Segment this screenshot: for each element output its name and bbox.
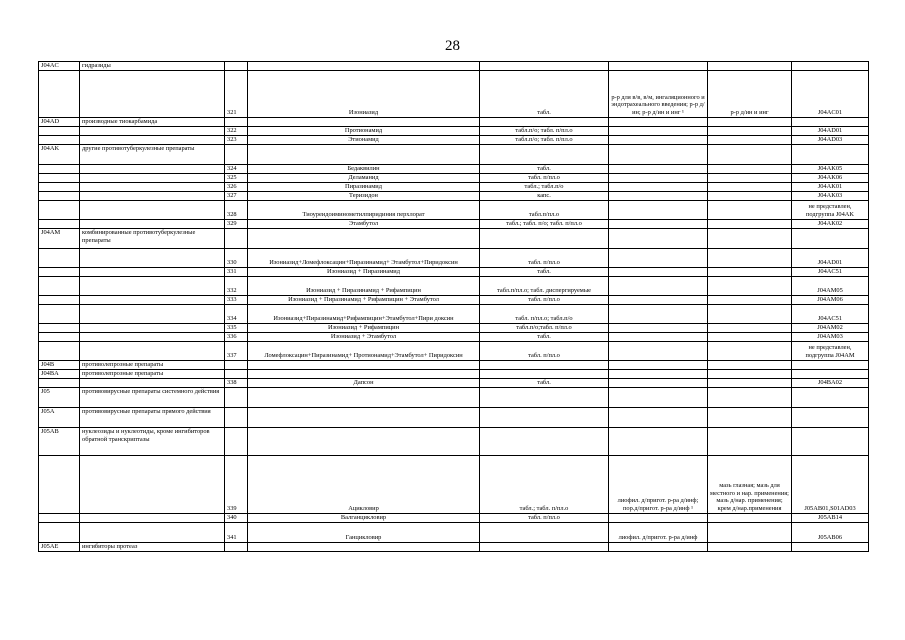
cell-atc bbox=[792, 543, 869, 552]
cell-atc bbox=[792, 370, 869, 379]
cell-code bbox=[39, 183, 80, 192]
cell-code: J05 bbox=[39, 388, 80, 408]
cell-code: J04AC bbox=[39, 62, 80, 71]
drug-row bbox=[39, 174, 869, 183]
cell-form: табл.п/о; табл. п/пл.о bbox=[480, 136, 609, 145]
cell-extra2 bbox=[708, 305, 792, 324]
cell-num: 329 bbox=[225, 220, 248, 229]
cell-extra bbox=[609, 379, 708, 388]
drug-row bbox=[39, 136, 869, 145]
cell-group bbox=[80, 305, 225, 324]
cell-num: 328 bbox=[225, 201, 248, 220]
cell-num: 340 bbox=[225, 514, 248, 523]
cell-extra bbox=[609, 408, 708, 428]
drug-row bbox=[39, 268, 869, 277]
cell-extra bbox=[609, 192, 708, 201]
drug-row bbox=[39, 523, 869, 543]
cell-atc bbox=[792, 145, 869, 165]
cell-extra: р-р для в/в, в/м, ингаляционного и эндотрахеального введения; р-р д/ин; р-р д/ин и инг ¹ bbox=[609, 71, 708, 118]
group-row bbox=[39, 118, 869, 127]
cell-code bbox=[39, 514, 80, 523]
cell-atc bbox=[792, 408, 869, 428]
cell-group bbox=[80, 136, 225, 145]
cell-atc: J05AB14 bbox=[792, 514, 869, 523]
cell-form bbox=[480, 361, 609, 370]
cell-atc: J04AM03 bbox=[792, 333, 869, 342]
cell-form: табл. п/пл.о bbox=[480, 342, 609, 361]
cell-group bbox=[80, 249, 225, 268]
cell-form bbox=[480, 229, 609, 249]
cell-code bbox=[39, 165, 80, 174]
cell-atc bbox=[792, 361, 869, 370]
cell-code bbox=[39, 342, 80, 361]
cell-num: 321 bbox=[225, 71, 248, 118]
cell-code bbox=[39, 174, 80, 183]
cell-name: Изониазид + Этамбутол bbox=[248, 333, 480, 342]
cell-extra: лиофил. д/пригот. р-ра д/инф bbox=[609, 523, 708, 543]
cell-code bbox=[39, 456, 80, 514]
cell-extra: лиофил. д/пригот. р-ра д/инф; пор.д/пригот. р-ра д/инф ¹ bbox=[609, 456, 708, 514]
cell-num bbox=[225, 428, 248, 456]
cell-num: 325 bbox=[225, 174, 248, 183]
cell-name bbox=[248, 361, 480, 370]
cell-extra2 bbox=[708, 183, 792, 192]
cell-extra bbox=[609, 277, 708, 296]
drug-row bbox=[39, 277, 869, 296]
drug-row bbox=[39, 183, 869, 192]
cell-form: табл. bbox=[480, 268, 609, 277]
cell-atc bbox=[792, 118, 869, 127]
cell-num bbox=[225, 361, 248, 370]
cell-form bbox=[480, 523, 609, 543]
cell-extra2 bbox=[708, 370, 792, 379]
cell-code: J05AB bbox=[39, 428, 80, 456]
cell-extra bbox=[609, 62, 708, 71]
cell-extra bbox=[609, 514, 708, 523]
cell-name bbox=[248, 118, 480, 127]
cell-extra2 bbox=[708, 118, 792, 127]
cell-atc bbox=[792, 62, 869, 71]
group-row bbox=[39, 428, 869, 456]
cell-extra2: мазь глазная; мазь для местного и нар. применения; мазь д/нар. применения; крем д/нар.применения bbox=[708, 456, 792, 514]
cell-atc: J04AK05 bbox=[792, 165, 869, 174]
cell-code: J04AK bbox=[39, 145, 80, 165]
group-row bbox=[39, 543, 869, 552]
cell-code: J04B bbox=[39, 361, 80, 370]
page-number: 28 bbox=[445, 38, 460, 54]
cell-num: 327 bbox=[225, 192, 248, 201]
drug-row bbox=[39, 165, 869, 174]
cell-group: противовирусные препараты системного действия bbox=[80, 388, 225, 408]
cell-extra2 bbox=[708, 514, 792, 523]
group-row bbox=[39, 361, 869, 370]
cell-form bbox=[480, 370, 609, 379]
cell-extra2 bbox=[708, 543, 792, 552]
cell-num: 331 bbox=[225, 268, 248, 277]
cell-group: производные тиокарбамида bbox=[80, 118, 225, 127]
cell-extra bbox=[609, 118, 708, 127]
cell-name: Изониазид+Пиразинамид+Рифампицин+Этамбутол+Пири доксин bbox=[248, 305, 480, 324]
group-row bbox=[39, 370, 869, 379]
cell-atc: J04AM05 bbox=[792, 277, 869, 296]
cell-extra bbox=[609, 296, 708, 305]
cell-num bbox=[225, 229, 248, 249]
cell-extra bbox=[609, 370, 708, 379]
cell-num: 326 bbox=[225, 183, 248, 192]
cell-extra2 bbox=[708, 174, 792, 183]
cell-extra bbox=[609, 174, 708, 183]
cell-code bbox=[39, 71, 80, 118]
cell-num: 324 bbox=[225, 165, 248, 174]
cell-name: Пиразинамид bbox=[248, 183, 480, 192]
cell-atc: J04AC51 bbox=[792, 268, 869, 277]
cell-group bbox=[80, 456, 225, 514]
cell-name bbox=[248, 543, 480, 552]
drug-row bbox=[39, 342, 869, 361]
cell-num: 339 bbox=[225, 456, 248, 514]
cell-form: табл.п/о;табл. п/пл.о bbox=[480, 324, 609, 333]
cell-name bbox=[248, 62, 480, 71]
cell-code: J04AD bbox=[39, 118, 80, 127]
cell-extra bbox=[609, 333, 708, 342]
cell-extra2 bbox=[708, 220, 792, 229]
cell-num bbox=[225, 118, 248, 127]
cell-extra bbox=[609, 361, 708, 370]
cell-form: табл. bbox=[480, 71, 609, 118]
cell-group bbox=[80, 514, 225, 523]
cell-atc: J04AD03 bbox=[792, 136, 869, 145]
cell-extra bbox=[609, 201, 708, 220]
cell-group bbox=[80, 324, 225, 333]
cell-name: Деламанид bbox=[248, 174, 480, 183]
cell-form: табл.п/пл.о bbox=[480, 201, 609, 220]
cell-extra2: р-р д/ин и инг bbox=[708, 71, 792, 118]
cell-num: 323 bbox=[225, 136, 248, 145]
cell-extra2 bbox=[708, 388, 792, 408]
group-row bbox=[39, 408, 869, 428]
cell-num bbox=[225, 370, 248, 379]
cell-extra2 bbox=[708, 145, 792, 165]
cell-extra bbox=[609, 543, 708, 552]
cell-group bbox=[80, 268, 225, 277]
cell-code bbox=[39, 523, 80, 543]
cell-group: комбинированные противотуберкулезные препараты bbox=[80, 229, 225, 249]
cell-group bbox=[80, 183, 225, 192]
cell-group bbox=[80, 220, 225, 229]
cell-name bbox=[248, 145, 480, 165]
cell-name bbox=[248, 428, 480, 456]
cell-num: 334 bbox=[225, 305, 248, 324]
cell-name bbox=[248, 229, 480, 249]
cell-name bbox=[248, 408, 480, 428]
cell-group bbox=[80, 165, 225, 174]
cell-form: табл.; табл. п/пл.о bbox=[480, 456, 609, 514]
cell-num bbox=[225, 388, 248, 408]
cell-atc: J04AC01 bbox=[792, 71, 869, 118]
cell-num: 335 bbox=[225, 324, 248, 333]
cell-extra bbox=[609, 249, 708, 268]
cell-name: Бедаквилин bbox=[248, 165, 480, 174]
drug-row bbox=[39, 379, 869, 388]
cell-form: табл. п/пл.о bbox=[480, 296, 609, 305]
cell-num: 337 bbox=[225, 342, 248, 361]
drug-row bbox=[39, 305, 869, 324]
cell-code bbox=[39, 220, 80, 229]
cell-code bbox=[39, 192, 80, 201]
cell-extra2 bbox=[708, 428, 792, 456]
cell-group: нуклеозиды и нуклеотиды, кроме ингибиторов обратной транскриптазы bbox=[80, 428, 225, 456]
cell-name: Ацикловир bbox=[248, 456, 480, 514]
cell-extra2 bbox=[708, 277, 792, 296]
cell-group bbox=[80, 192, 225, 201]
cell-num: 338 bbox=[225, 379, 248, 388]
cell-group bbox=[80, 174, 225, 183]
cell-form bbox=[480, 62, 609, 71]
cell-atc bbox=[792, 388, 869, 408]
cell-extra bbox=[609, 428, 708, 456]
cell-atc: J04AK06 bbox=[792, 174, 869, 183]
cell-group: противовирусные препараты прямого действия bbox=[80, 408, 225, 428]
cell-extra2 bbox=[708, 229, 792, 249]
cell-code: J05A bbox=[39, 408, 80, 428]
cell-code bbox=[39, 305, 80, 324]
cell-group bbox=[80, 127, 225, 136]
cell-num bbox=[225, 408, 248, 428]
cell-form: табл. bbox=[480, 333, 609, 342]
group-row bbox=[39, 229, 869, 249]
cell-extra2 bbox=[708, 408, 792, 428]
cell-extra2 bbox=[708, 333, 792, 342]
cell-num: 330 bbox=[225, 249, 248, 268]
cell-extra bbox=[609, 388, 708, 408]
cell-atc: J04AC51 bbox=[792, 305, 869, 324]
cell-extra2 bbox=[708, 136, 792, 145]
drug-row bbox=[39, 514, 869, 523]
drug-row bbox=[39, 192, 869, 201]
cell-name: Протионамид bbox=[248, 127, 480, 136]
cell-extra2 bbox=[708, 523, 792, 543]
cell-name: Ганцикловир bbox=[248, 523, 480, 543]
cell-num bbox=[225, 543, 248, 552]
cell-form: табл. bbox=[480, 379, 609, 388]
cell-name: Изониазид + Рифампицин bbox=[248, 324, 480, 333]
cell-form: табл.п/о; табл. п/пл.о bbox=[480, 127, 609, 136]
cell-group bbox=[80, 379, 225, 388]
cell-extra bbox=[609, 127, 708, 136]
cell-atc: J05AB01,S01AD03 bbox=[792, 456, 869, 514]
cell-num: 341 bbox=[225, 523, 248, 543]
cell-extra2 bbox=[708, 62, 792, 71]
cell-atc: J04AK02 bbox=[792, 220, 869, 229]
cell-extra2 bbox=[708, 165, 792, 174]
cell-form: табл.; табл.п/о bbox=[480, 183, 609, 192]
cell-group bbox=[80, 277, 225, 296]
cell-extra bbox=[609, 305, 708, 324]
cell-group: ингибиторы протеаз bbox=[80, 543, 225, 552]
cell-group bbox=[80, 71, 225, 118]
cell-num bbox=[225, 62, 248, 71]
cell-name: Этионамид bbox=[248, 136, 480, 145]
cell-num: 332 bbox=[225, 277, 248, 296]
drug-row bbox=[39, 333, 869, 342]
cell-extra2 bbox=[708, 268, 792, 277]
cell-name: Тиоуреидоиминометилпиридиния перхлорат bbox=[248, 201, 480, 220]
cell-atc: J04AK03 bbox=[792, 192, 869, 201]
drug-row bbox=[39, 456, 869, 514]
table-body bbox=[39, 62, 869, 552]
cell-name: Изониазид + Пиразинамид + Рифампицин + Этамбутол bbox=[248, 296, 480, 305]
cell-code bbox=[39, 296, 80, 305]
cell-extra bbox=[609, 165, 708, 174]
cell-extra bbox=[609, 342, 708, 361]
drug-row bbox=[39, 201, 869, 220]
cell-form: табл. п/пл.о; табл.п/о bbox=[480, 305, 609, 324]
cell-extra2 bbox=[708, 324, 792, 333]
cell-name: Ломефлоксацин+Пиразинамид+ Протионамид+Этамбутол+ Пиридоксин bbox=[248, 342, 480, 361]
cell-group: гидразиды bbox=[80, 62, 225, 71]
cell-name: Изониазид bbox=[248, 71, 480, 118]
cell-atc: J04AK01 bbox=[792, 183, 869, 192]
group-row bbox=[39, 145, 869, 165]
cell-form: табл. bbox=[480, 165, 609, 174]
group-row bbox=[39, 62, 869, 71]
cell-extra bbox=[609, 145, 708, 165]
cell-group bbox=[80, 523, 225, 543]
cell-group: противолепрозные препараты bbox=[80, 370, 225, 379]
cell-name: Теризидон bbox=[248, 192, 480, 201]
cell-group bbox=[80, 201, 225, 220]
cell-form bbox=[480, 118, 609, 127]
drug-row bbox=[39, 249, 869, 268]
cell-form bbox=[480, 543, 609, 552]
cell-extra2 bbox=[708, 342, 792, 361]
cell-atc bbox=[792, 428, 869, 456]
cell-atc: не представлен, подгруппа J04AK bbox=[792, 201, 869, 220]
group-row bbox=[39, 388, 869, 408]
cell-code bbox=[39, 127, 80, 136]
cell-extra bbox=[609, 183, 708, 192]
cell-code bbox=[39, 136, 80, 145]
cell-code bbox=[39, 249, 80, 268]
cell-form bbox=[480, 388, 609, 408]
cell-extra2 bbox=[708, 201, 792, 220]
cell-num bbox=[225, 145, 248, 165]
cell-extra2 bbox=[708, 296, 792, 305]
cell-group: другие противотуберкулезные препараты bbox=[80, 145, 225, 165]
cell-code bbox=[39, 324, 80, 333]
cell-name: Валганцикловир bbox=[248, 514, 480, 523]
cell-form: табл. п/пл.о bbox=[480, 174, 609, 183]
cell-extra2 bbox=[708, 379, 792, 388]
cell-atc bbox=[792, 229, 869, 249]
cell-form bbox=[480, 428, 609, 456]
cell-extra bbox=[609, 229, 708, 249]
cell-extra2 bbox=[708, 249, 792, 268]
drug-row bbox=[39, 127, 869, 136]
cell-atc: J05AB06 bbox=[792, 523, 869, 543]
cell-name: Этамбутол bbox=[248, 220, 480, 229]
cell-atc: J04AD01 bbox=[792, 127, 869, 136]
cell-atc: J04AM02 bbox=[792, 324, 869, 333]
cell-name: Дапсон bbox=[248, 379, 480, 388]
cell-code bbox=[39, 277, 80, 296]
cell-num: 322 bbox=[225, 127, 248, 136]
cell-form bbox=[480, 145, 609, 165]
drug-list-table bbox=[38, 61, 869, 552]
cell-atc: J04AD01 bbox=[792, 249, 869, 268]
cell-form: капс. bbox=[480, 192, 609, 201]
cell-form: табл. п/пл.о bbox=[480, 249, 609, 268]
cell-extra bbox=[609, 268, 708, 277]
cell-atc: не представлен, подгруппа J04AM bbox=[792, 342, 869, 361]
cell-extra2 bbox=[708, 127, 792, 136]
cell-code: J05AE bbox=[39, 543, 80, 552]
cell-form: табл.; табл. п/о; табл. п/пл.о bbox=[480, 220, 609, 229]
cell-name: Изониазид + Пиразинамид bbox=[248, 268, 480, 277]
cell-num: 333 bbox=[225, 296, 248, 305]
cell-extra bbox=[609, 220, 708, 229]
cell-extra bbox=[609, 136, 708, 145]
cell-group bbox=[80, 342, 225, 361]
cell-code bbox=[39, 268, 80, 277]
drug-row bbox=[39, 324, 869, 333]
cell-name bbox=[248, 370, 480, 379]
cell-name: Изониазид+Ломефлоксацин+Пиразинамид+ Этамбутол+Пиридоксин bbox=[248, 249, 480, 268]
cell-form bbox=[480, 408, 609, 428]
cell-group bbox=[80, 333, 225, 342]
cell-form: табл.п/пл.о; табл. диспергируемые bbox=[480, 277, 609, 296]
cell-code bbox=[39, 333, 80, 342]
cell-code: J04AM bbox=[39, 229, 80, 249]
cell-code bbox=[39, 201, 80, 220]
drug-row bbox=[39, 220, 869, 229]
cell-group: противолепрозные препараты bbox=[80, 361, 225, 370]
cell-name: Изониазид + Пиразинамид + Рифампицин bbox=[248, 277, 480, 296]
cell-form: табл. п/пл.о bbox=[480, 514, 609, 523]
cell-group bbox=[80, 296, 225, 305]
cell-name bbox=[248, 388, 480, 408]
drug-row bbox=[39, 71, 869, 118]
cell-num: 336 bbox=[225, 333, 248, 342]
cell-code bbox=[39, 379, 80, 388]
cell-extra2 bbox=[708, 192, 792, 201]
cell-atc: J04BA02 bbox=[792, 379, 869, 388]
cell-extra2 bbox=[708, 361, 792, 370]
cell-extra bbox=[609, 324, 708, 333]
drug-row bbox=[39, 296, 869, 305]
cell-atc: J04AM06 bbox=[792, 296, 869, 305]
cell-code: J04BA bbox=[39, 370, 80, 379]
